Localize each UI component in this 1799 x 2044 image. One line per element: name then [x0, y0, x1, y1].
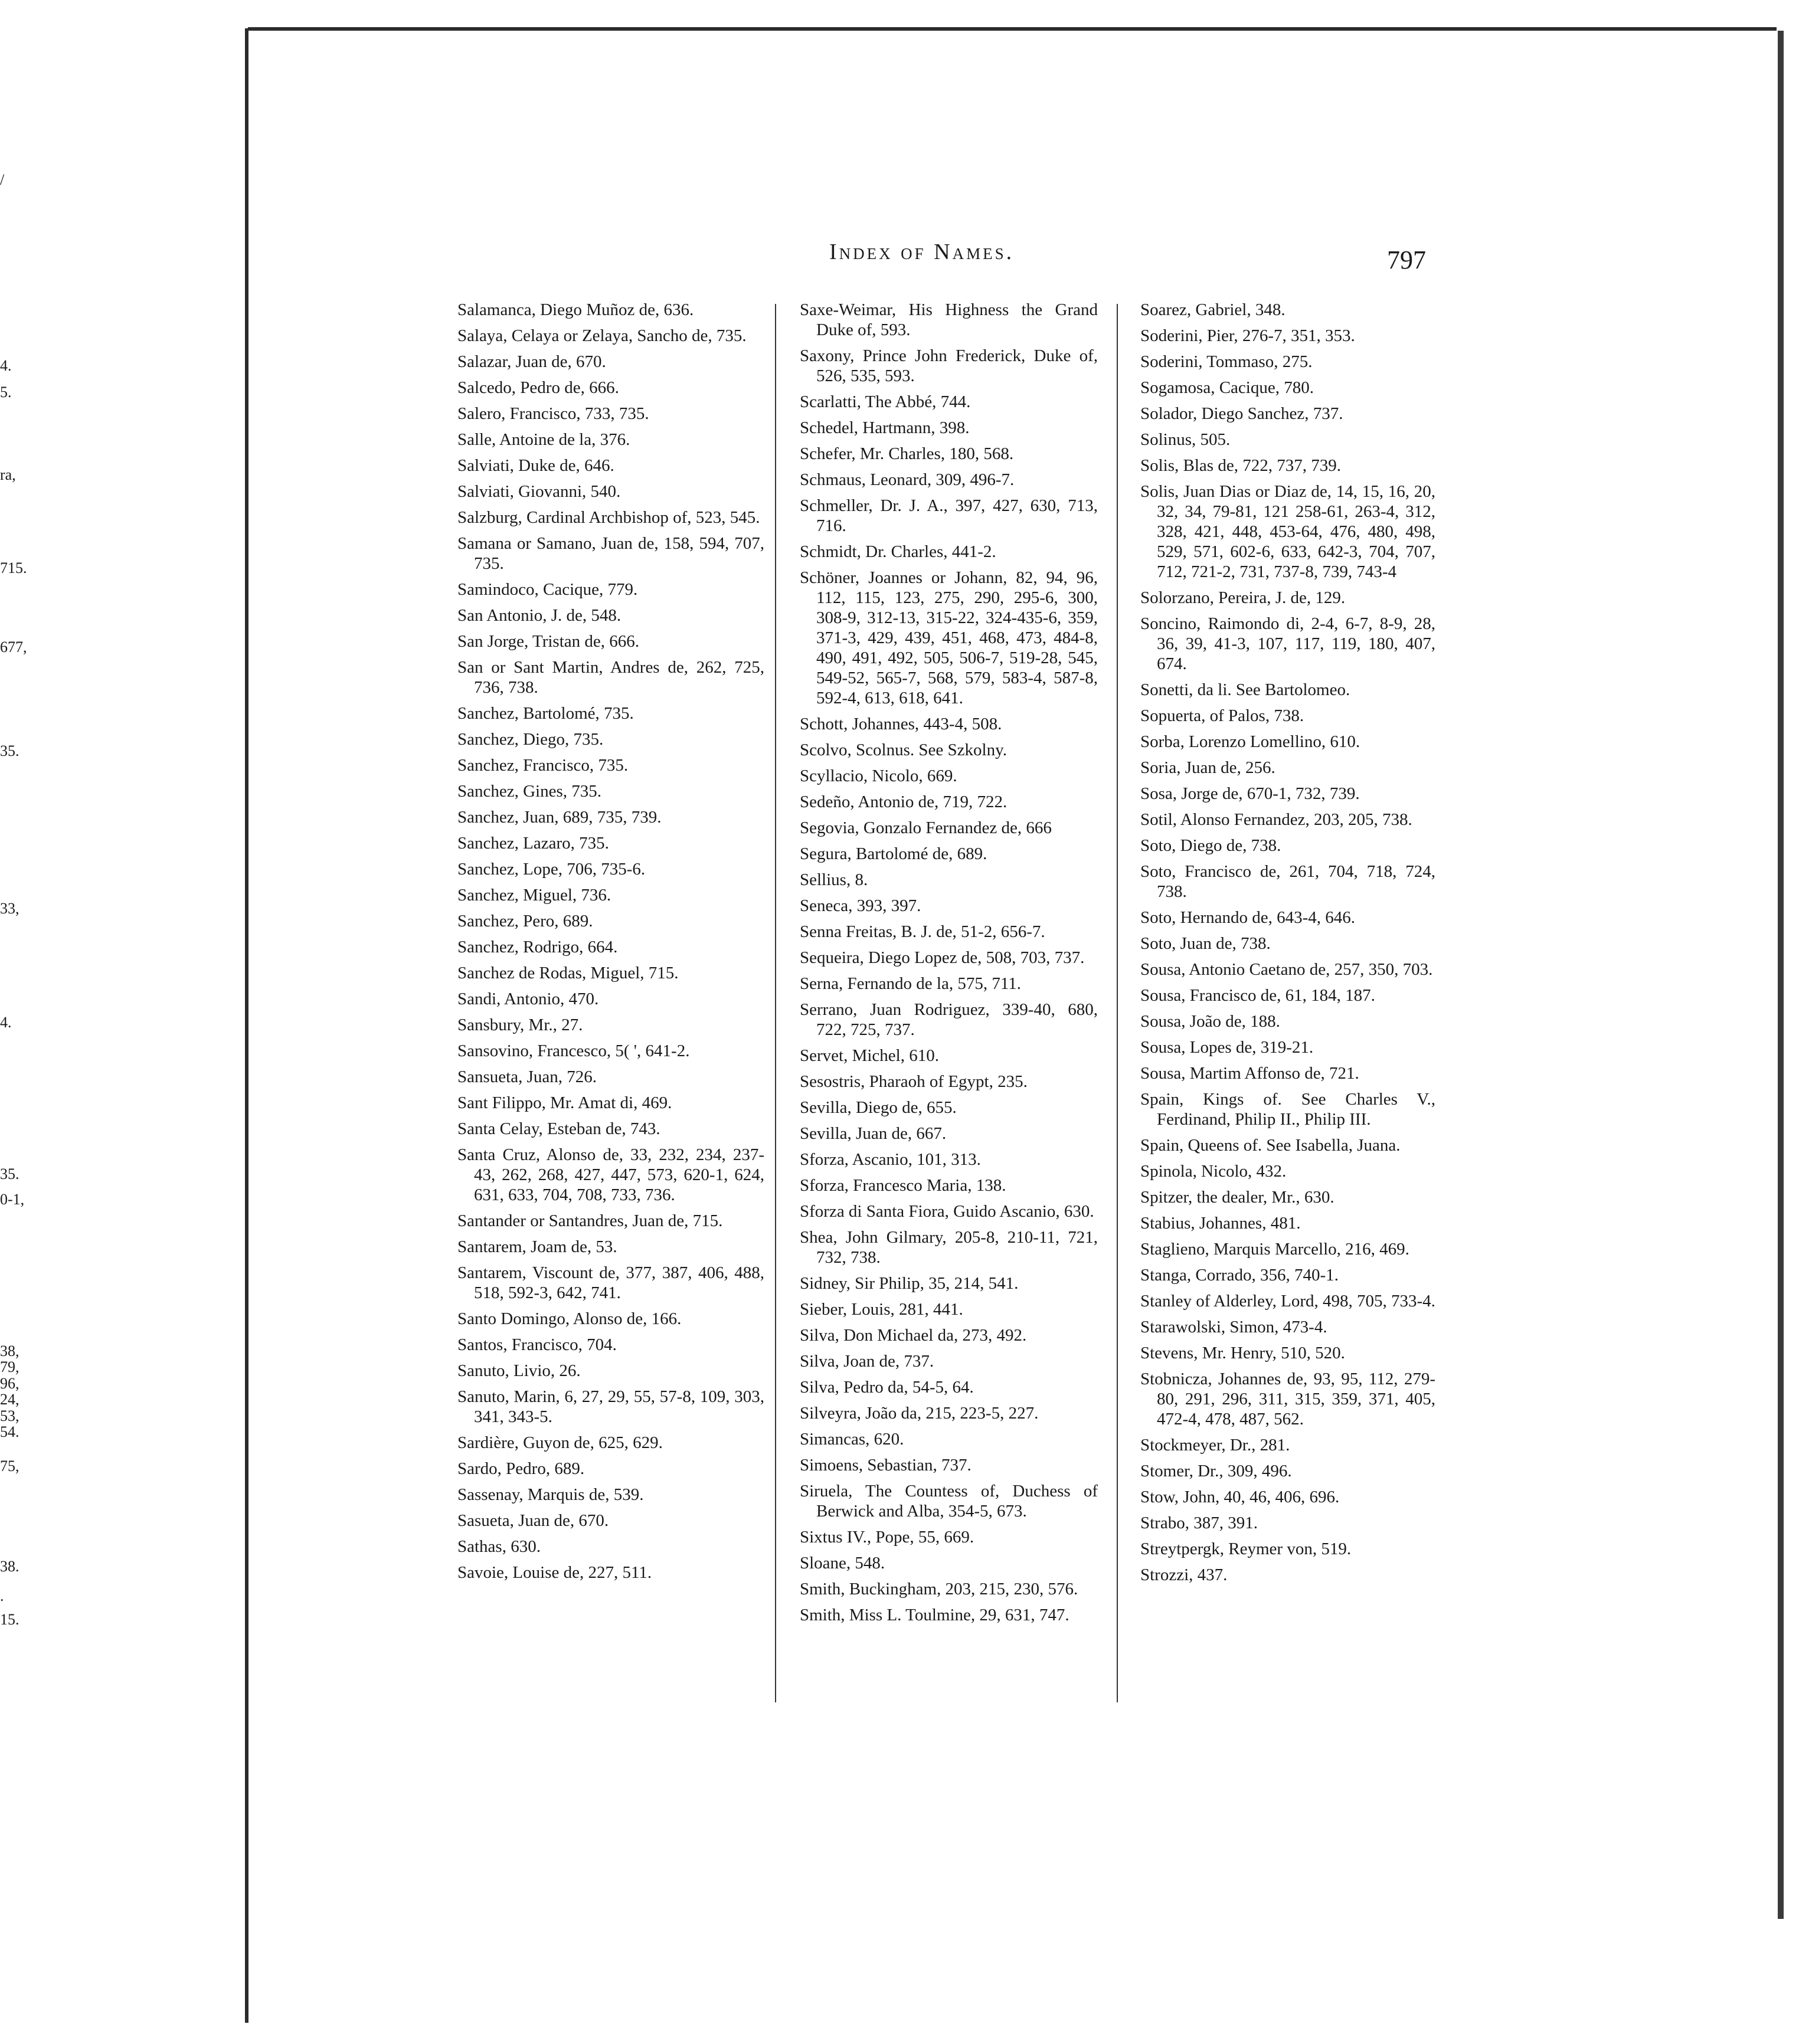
index-entry: Simancas, 620.	[800, 1430, 904, 1449]
index-entry: Stow, John, 40, 46, 406, 696.	[1140, 1488, 1340, 1506]
index-entry: Sotil, Alonso Fernandez, 203, 205, 738.	[1140, 810, 1412, 829]
index-entry: Sousa, Francisco de, 61, 184, 187.	[1140, 986, 1375, 1005]
facing-page-fragment: 5.	[0, 384, 12, 401]
facing-page-fragment: ra,	[0, 466, 16, 483]
index-entry: Sousa, Martim Affonso de, 721.	[1140, 1064, 1359, 1083]
index-entry: Saxony, Prince John Frederick, Duke of, 526, 535, 593.	[800, 346, 1098, 385]
facing-page-fragment: 15.	[0, 1611, 19, 1628]
index-entry: Samindoco, Cacique, 779.	[457, 580, 638, 599]
facing-page-fragment: 35.	[0, 1165, 19, 1182]
index-entry: San or Sant Martin, Andres de, 262, 725, 736, 738.	[457, 658, 764, 697]
index-entry: Sieber, Louis, 281, 441.	[800, 1300, 963, 1319]
index-entry: Sequeira, Diego Lopez de, 508, 703, 737.	[800, 948, 1085, 967]
index-entry: Stomer, Dr., 309, 496.	[1140, 1462, 1292, 1480]
index-entry: Salzburg, Cardinal Archbishop of, 523, 545.	[457, 508, 760, 527]
index-entry: Sogamosa, Cacique, 780.	[1140, 378, 1314, 397]
index-entry: Sedeño, Antonio de, 719, 722.	[800, 792, 1008, 811]
index-entry: Spain, Kings of. See Charles V., Ferdinand, Philip II., Philip III.	[1140, 1090, 1435, 1129]
index-entry: Solador, Diego Sanchez, 737.	[1140, 404, 1343, 423]
page-edge-top	[248, 27, 1777, 31]
index-entry: Sardière, Guyon de, 625, 629.	[457, 1433, 663, 1452]
index-entry: Sforza, Ascanio, 101, 313.	[800, 1150, 981, 1169]
index-entry: Spitzer, the dealer, Mr., 630.	[1140, 1188, 1334, 1207]
index-entry: Scolvo, Scolnus. See Szkolny.	[800, 741, 1007, 759]
index-entry: Sanchez, Lope, 706, 735-6.	[457, 860, 646, 879]
index-entry: Solinus, 505.	[1140, 430, 1231, 449]
page-fold	[245, 28, 248, 2023]
index-entry: Soto, Hernando de, 643-4, 646.	[1140, 908, 1356, 927]
index-entry: Schöner, Joannes or Johann, 82, 94, 96, 112, 115, 123, 275, 290, 295-6, 300, 308-9, 312-13, 315-22, 324-435-6, 359, 371-3, 429, 439, 451, 468, 473, 484-8, 490, 491, 492, 505, 506-7, 519-28, 545, 549-52, 565-7, 568, 579, 583-4, 587-8, 592-4, 613, 618, 641.	[800, 568, 1098, 707]
index-entry: Sanchez de Rodas, Miguel, 715.	[457, 964, 679, 982]
index-entry: Sanchez, Diego, 735.	[457, 730, 604, 749]
index-entry: Soto, Juan de, 738.	[1140, 934, 1271, 953]
index-entry: Salviati, Giovanni, 540.	[457, 482, 621, 501]
facing-page-fragment: 96,	[0, 1375, 19, 1392]
index-entry: Salazar, Juan de, 670.	[457, 352, 606, 371]
index-entry: Schmeller, Dr. J. A., 397, 427, 630, 713, 716.	[800, 496, 1098, 535]
index-entry: Serrano, Juan Rodriguez, 339-40, 680, 722, 725, 737.	[800, 1000, 1098, 1039]
index-entry: Sousa, Antonio Caetano de, 257, 350, 703.	[1140, 960, 1433, 979]
index-entry: Stockmeyer, Dr., 281.	[1140, 1436, 1290, 1455]
index-entry: Sevilla, Juan de, 667.	[800, 1124, 947, 1143]
index-entry: Servet, Michel, 610.	[800, 1046, 939, 1065]
index-entry: Senna Freitas, B. J. de, 51-2, 656-7.	[800, 922, 1045, 941]
index-entry: Smith, Buckingham, 203, 215, 230, 576.	[800, 1580, 1078, 1598]
index-entry: Segovia, Gonzalo Fernandez de, 666	[800, 818, 1052, 837]
index-entry: Sopuerta, of Palos, 738.	[1140, 706, 1304, 725]
facing-page-fragment: 33,	[0, 900, 19, 917]
index-entry: Sardo, Pedro, 689.	[457, 1459, 585, 1478]
index-entry: Sathas, 630.	[457, 1537, 541, 1556]
index-entry: Sousa, Lopes de, 319-21.	[1140, 1038, 1314, 1057]
index-entry: Shea, John Gilmary, 205-8, 210-11, 721, 732, 738.	[800, 1228, 1098, 1267]
index-entry: Starawolski, Simon, 473-4.	[1140, 1318, 1327, 1337]
index-entry: Sanchez, Bartolomé, 735.	[457, 704, 634, 723]
facing-page-fragment: /	[0, 171, 5, 188]
index-entry: Sansbury, Mr., 27.	[457, 1016, 583, 1034]
index-entry: Solis, Juan Dias or Diaz de, 14, 15, 16, 20, 32, 34, 79-81, 121 258-61, 263-4, 312, 328, 421, 448, 453-64, 476, 480, 498, 529, 571, 602-6, 633, 642-3, 704, 707, 712, 721-2, 731, 737-8, 739, 743-4	[1140, 482, 1435, 581]
index-entry: Santander or Santandres, Juan de, 715.	[457, 1211, 723, 1230]
facing-page-fragment: 0-1,	[0, 1191, 25, 1208]
index-entry: Salamanca, Diego Muñoz de, 636.	[457, 300, 694, 319]
index-entry: Santo Domingo, Alonso de, 166.	[457, 1309, 682, 1328]
index-entry: Soderini, Tommaso, 275.	[1140, 352, 1313, 371]
running-head: Index of Names.	[829, 240, 1015, 264]
index-entry: Simoens, Sebastian, 737.	[800, 1456, 972, 1475]
index-entry: Silva, Joan de, 737.	[800, 1352, 934, 1371]
index-entry: Sforza, Francesco Maria, 138.	[800, 1176, 1006, 1195]
index-entry: Sanuto, Marin, 6, 27, 29, 55, 57-8, 109, 303, 341, 343-5.	[457, 1387, 764, 1426]
index-entry: Spain, Queens of. See Isabella, Juana.	[1140, 1136, 1401, 1155]
index-entry: Sidney, Sir Philip, 35, 214, 541.	[800, 1274, 1019, 1293]
page-number: 797	[1387, 245, 1426, 274]
index-entry: Santos, Francisco, 704.	[457, 1335, 617, 1354]
index-entry: Sixtus IV., Pope, 55, 669.	[800, 1528, 974, 1547]
index-entry: Santa Celay, Esteban de, 743.	[457, 1119, 660, 1138]
index-entry: Schott, Johannes, 443-4, 508.	[800, 715, 1002, 733]
index-entry: Sanuto, Livio, 26.	[457, 1361, 581, 1380]
index-entry: Sellius, 8.	[800, 870, 868, 889]
facing-page-fragment: 38.	[0, 1558, 19, 1575]
index-entry: Stobnicza, Johannes de, 93, 95, 112, 279-80, 291, 296, 311, 315, 359, 371, 405, 472-4, 478, 487, 562.	[1140, 1370, 1435, 1429]
index-entry: Sasueta, Juan de, 670.	[457, 1511, 609, 1530]
index-entry: Sanchez, Rodrigo, 664.	[457, 938, 618, 957]
facing-page-fragment: 4.	[0, 1014, 12, 1031]
index-entry: Sanchez, Francisco, 735.	[457, 756, 629, 775]
index-entry: Schmaus, Leonard, 309, 496-7.	[800, 470, 1015, 489]
index-entry: Soto, Diego de, 738.	[1140, 836, 1281, 855]
index-entry: Schedel, Hartmann, 398.	[800, 418, 970, 437]
index-entry: Sesostris, Pharaoh of Egypt, 235.	[800, 1072, 1028, 1091]
index-entry: Sanchez, Lazaro, 735.	[457, 834, 609, 853]
facing-page-fragment: 4.	[0, 357, 12, 374]
index-entry: Staglieno, Marquis Marcello, 216, 469.	[1140, 1240, 1409, 1259]
index-entry: Salviati, Duke de, 646.	[457, 456, 614, 475]
index-entry: San Antonio, J. de, 548.	[457, 606, 622, 625]
index-entry: Silveyra, João da, 215, 223-5, 227.	[800, 1404, 1039, 1423]
index-entry: Scyllacio, Nicolo, 669.	[800, 766, 957, 785]
index-entry: Santa Cruz, Alonso de, 33, 232, 234, 237-43, 262, 268, 427, 447, 573, 620-1, 624, 631, 633, 704, 708, 733, 736.	[457, 1145, 764, 1204]
index-entry: Streytpergk, Reymer von, 519.	[1140, 1539, 1352, 1558]
index-entry: Saxe-Weimar, His Highness the Grand Duke of, 593.	[800, 300, 1098, 339]
index-entry: Seneca, 393, 397.	[800, 896, 921, 915]
index-entry: Silva, Don Michael da, 273, 492.	[800, 1326, 1027, 1345]
index-entry: Sousa, João de, 188.	[1140, 1012, 1280, 1031]
index-entry: Sosa, Jorge de, 670-1, 732, 739.	[1140, 784, 1360, 803]
index-entry: Soria, Juan de, 256.	[1140, 758, 1275, 777]
facing-page-fragment: 24,	[0, 1391, 19, 1408]
index-entry: Sanchez, Juan, 689, 735, 739.	[457, 808, 662, 827]
index-entry: Sevilla, Diego de, 655.	[800, 1098, 957, 1117]
index-column-2	[800, 300, 1098, 1631]
page-edge-right	[1778, 31, 1784, 1919]
index-entry: Sanchez, Gines, 735.	[457, 782, 602, 801]
index-entry: Sassenay, Marquis de, 539.	[457, 1485, 644, 1504]
index-entry: Salcedo, Pedro de, 666.	[457, 378, 619, 397]
index-entry: Salaya, Celaya or Zelaya, Sancho de, 735.	[457, 326, 747, 345]
facing-page-fragment: .	[0, 1587, 4, 1604]
index-entry: Schmidt, Dr. Charles, 441-2.	[800, 542, 996, 561]
index-entry: Soarez, Gabriel, 348.	[1140, 300, 1286, 319]
index-entry: Soto, Francisco de, 261, 704, 718, 724, 738.	[1140, 862, 1435, 901]
index-entry: Soderini, Pier, 276-7, 351, 353.	[1140, 326, 1355, 345]
index-entry: Samana or Samano, Juan de, 158, 594, 707, 735.	[457, 534, 764, 573]
index-entry: Santarem, Joam de, 53.	[457, 1237, 617, 1256]
index-entry: Spinola, Nicolo, 432.	[1140, 1162, 1287, 1181]
index-entry: Smith, Miss L. Toulmine, 29, 631, 747.	[800, 1606, 1069, 1624]
index-entry: Serna, Fernando de la, 575, 711.	[800, 974, 1022, 993]
index-column-3	[1140, 300, 1435, 1591]
index-entry: Strabo, 387, 391.	[1140, 1514, 1258, 1532]
index-entry: Sonetti, da li. See Bartolomeo.	[1140, 680, 1350, 699]
facing-page-fragment: 715.	[0, 559, 27, 576]
index-entry: Sforza di Santa Fiora, Guido Ascanio, 630.	[800, 1202, 1094, 1221]
index-entry: Sansovino, Francesco, 5( ', 641-2.	[457, 1041, 690, 1060]
facing-page-fragment: 677,	[0, 638, 27, 656]
facing-page-fragment: 79,	[0, 1358, 19, 1375]
index-entry: Stanley of Alderley, Lord, 498, 705, 733-4.	[1140, 1292, 1435, 1311]
index-entry: Sanchez, Miguel, 736.	[457, 886, 611, 905]
index-entry: Scarlatti, The Abbé, 744.	[800, 392, 971, 411]
index-entry: Silva, Pedro da, 54-5, 64.	[800, 1378, 974, 1397]
index-entry: Solis, Blas de, 722, 737, 739.	[1140, 456, 1341, 475]
facing-page-fragment: 38,	[0, 1342, 19, 1360]
facing-page-fragment: 75,	[0, 1457, 19, 1475]
index-entry: Stanga, Corrado, 356, 740-1.	[1140, 1266, 1339, 1285]
index-entry: Sansueta, Juan, 726.	[457, 1067, 597, 1086]
index-entry: Santarem, Viscount de, 377, 387, 406, 488, 518, 592-3, 642, 741.	[457, 1263, 764, 1302]
index-entry: Salle, Antoine de la, 376.	[457, 430, 630, 449]
index-entry: Segura, Bartolomé de, 689.	[800, 844, 987, 863]
index-entry: Sanchez, Pero, 689.	[457, 912, 593, 931]
index-entry: Salero, Francisco, 733, 735.	[457, 404, 649, 423]
index-entry: Sorba, Lorenzo Lomellino, 610.	[1140, 732, 1360, 751]
column-rule	[1117, 304, 1118, 1702]
facing-page-fragment: 54.	[0, 1423, 19, 1440]
index-entry: San Jorge, Tristan de, 666.	[457, 632, 640, 651]
index-entry: Schefer, Mr. Charles, 180, 568.	[800, 444, 1014, 463]
facing-page-fragment: 53,	[0, 1407, 19, 1424]
index-entry: Siruela, The Countess of, Duchess of Berwick and Alba, 354-5, 673.	[800, 1482, 1098, 1521]
column-rule	[775, 304, 776, 1702]
index-entry: Stabius, Johannes, 481.	[1140, 1214, 1301, 1233]
index-column-1	[457, 300, 764, 1588]
index-entry: Savoie, Louise de, 227, 511.	[457, 1563, 652, 1582]
facing-page-fragment: 35.	[0, 742, 19, 759]
index-entry: Strozzi, 437.	[1140, 1565, 1228, 1584]
index-entry: Soncino, Raimondo di, 2-4, 6-7, 8-9, 28, 36, 39, 41-3, 107, 117, 119, 180, 407, 674.	[1140, 614, 1435, 673]
index-entry: Stevens, Mr. Henry, 510, 520.	[1140, 1344, 1345, 1362]
index-entry: Sandi, Antonio, 470.	[457, 990, 599, 1008]
index-entry: Sloane, 548.	[800, 1554, 885, 1573]
index-entry: Sant Filippo, Mr. Amat di, 469.	[457, 1093, 672, 1112]
index-entry: Solorzano, Pereira, J. de, 129.	[1140, 588, 1346, 607]
